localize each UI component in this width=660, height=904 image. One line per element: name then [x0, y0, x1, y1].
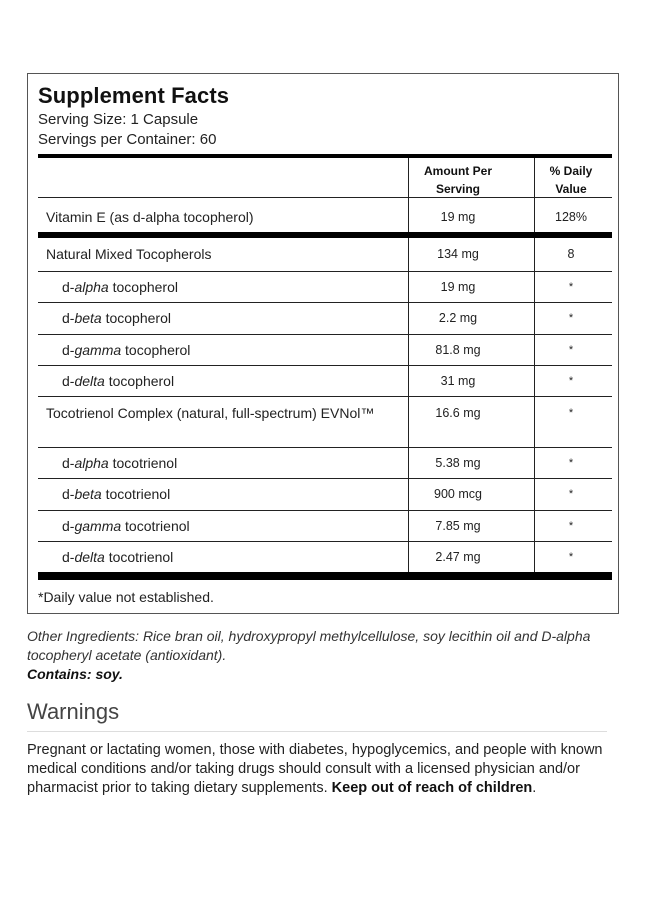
header-daily-value [536, 162, 606, 198]
row-divider [38, 396, 612, 397]
daily-value: * [568, 457, 574, 469]
warnings-end: . [532, 780, 537, 796]
row-divider [38, 271, 612, 272]
daily-value: * [568, 407, 574, 419]
nutrient-name: d-beta tocopherol [62, 310, 171, 326]
warnings-body: Pregnant or lactating women, those with diabetes, hypoglycemics, and people with known medical conditions and/or taking drugs should consult with a licensed physician and/or pharmacist prior to taking dietary supplements. [27, 742, 603, 796]
header-amount-per-serving [408, 162, 508, 198]
daily-value: * [568, 375, 574, 387]
column-divider [534, 238, 535, 572]
row-divider [38, 478, 612, 479]
thick-divider [38, 232, 612, 238]
daily-value: 8 [567, 247, 575, 261]
header-amount-line2: Serving [435, 182, 480, 196]
serving-size: Serving Size: 1 Capsule [38, 111, 199, 128]
other-ingredients: Other Ingredients: Rice bran oil, hydroxypropyl methylcellulose, soy lecithin oil and D-alpha tocopheryl acetate (antioxidant). [27, 628, 591, 663]
nutrient-name: d-gamma tocopherol [62, 342, 191, 358]
contains-statement: Contains: soy. [27, 666, 123, 682]
warnings-bold: Keep out of reach of children [331, 780, 533, 796]
row-divider [38, 302, 612, 303]
amount-per-serving: 5.38 mg [435, 456, 481, 470]
nutrient-name: d-beta tocotrienol [62, 486, 171, 502]
nutrient-name: Vitamin E (as d-alpha tocopherol) [46, 209, 254, 225]
daily-value: * [568, 520, 574, 532]
nutrient-name: d-alpha tocopherol [62, 279, 178, 295]
row-divider [38, 334, 612, 335]
warnings-title: Warnings [27, 699, 120, 724]
warnings-divider [27, 731, 607, 732]
daily-value: * [568, 551, 574, 563]
amount-per-serving: 16.6 mg [435, 406, 481, 420]
row-divider [38, 510, 612, 511]
daily-value: 128% [555, 210, 587, 224]
header-dv-line1: % Daily [549, 164, 593, 178]
amount-per-serving: 81.8 mg [435, 343, 481, 357]
amount-per-serving: 900 mcg [434, 487, 482, 501]
daily-value: * [568, 488, 574, 500]
nutrient-name: d-delta tocotrienol [62, 549, 174, 565]
amount-per-serving: 2.2 mg [438, 311, 478, 325]
amount-per-serving: 134 mg [437, 247, 479, 261]
table-header [38, 158, 612, 197]
footnote: *Daily value not established. [38, 589, 214, 605]
column-divider [534, 158, 535, 232]
thick-divider [38, 572, 612, 580]
header-dv-line2: Value [555, 182, 587, 196]
header-amount-line1: Amount Per [423, 164, 492, 178]
servings-per-container: Servings per Container: 60 [38, 131, 217, 148]
amount-per-serving: 2.47 mg [435, 550, 481, 564]
nutrient-name: Natural Mixed Tocopherols [46, 246, 212, 262]
warnings-text [27, 741, 617, 798]
amount-per-serving: 19 mg [440, 210, 476, 224]
row-divider [38, 447, 612, 448]
amount-per-serving: 31 mg [440, 374, 476, 388]
daily-value: * [568, 281, 574, 293]
facts-title: Supplement Facts [38, 83, 230, 108]
nutrient-name: Tocotrienol Complex (natural, full-spectrum) EVNol™ [46, 405, 375, 421]
nutrient-name: d-alpha tocotrienol [62, 455, 178, 471]
amount-per-serving: 7.85 mg [435, 519, 481, 533]
row-divider [38, 197, 612, 198]
amount-per-serving: 19 mg [440, 280, 476, 294]
daily-value: * [568, 312, 574, 324]
row-divider [38, 541, 612, 542]
supplement-facts-panel [27, 73, 619, 614]
row-divider [38, 365, 612, 366]
nutrient-name: d-delta tocopherol [62, 373, 175, 389]
daily-value: * [568, 344, 574, 356]
nutrient-name: d-gamma tocotrienol [62, 518, 190, 534]
